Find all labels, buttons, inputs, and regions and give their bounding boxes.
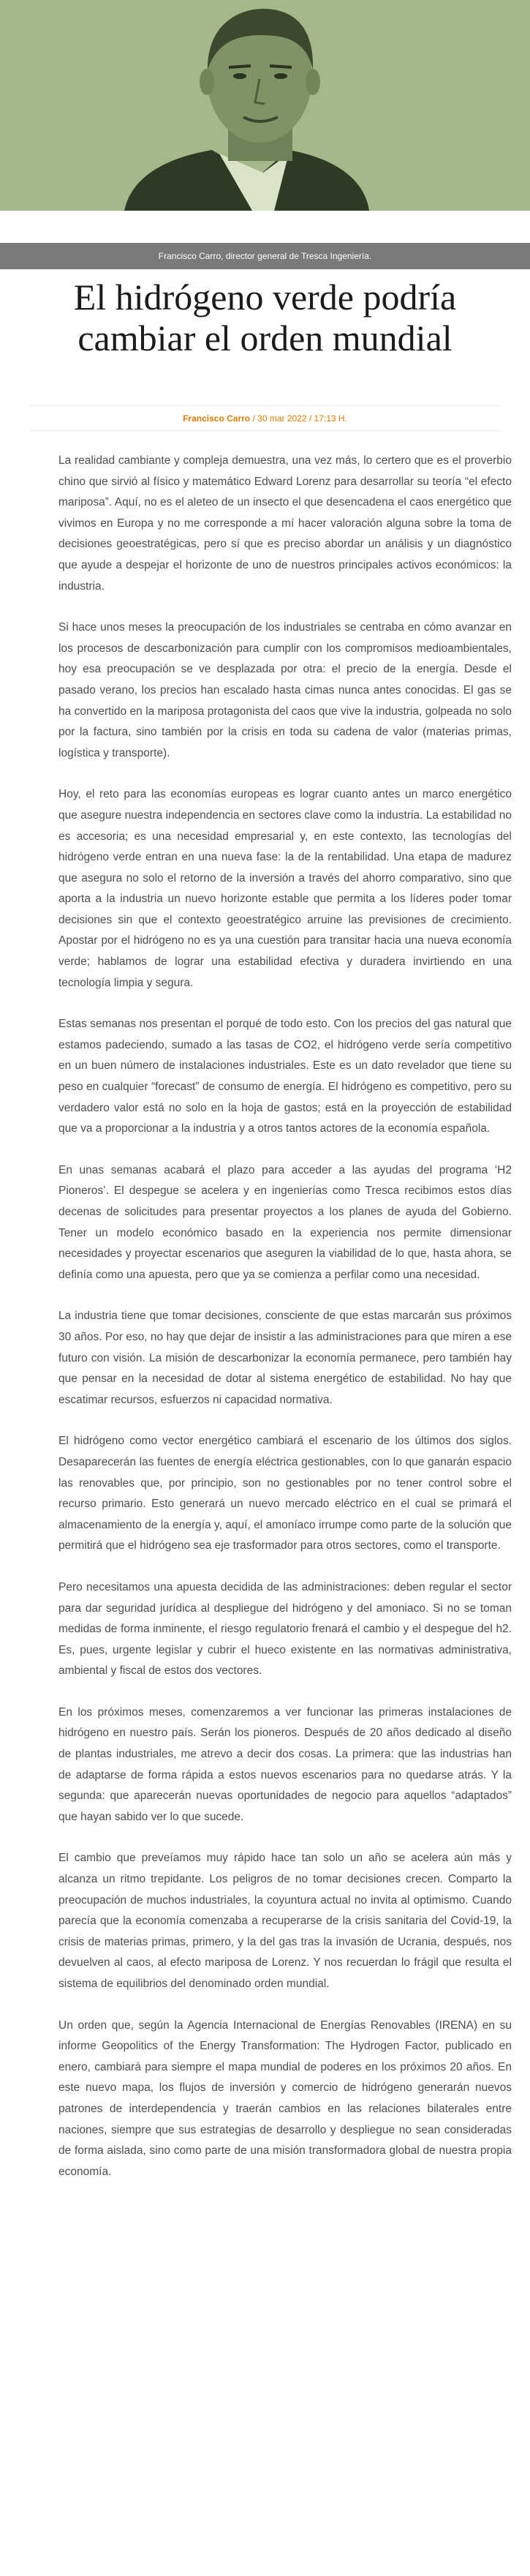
byline-divider-bottom	[29, 430, 501, 431]
publish-date: 30 mar 2022 / 17:13 H.	[257, 413, 347, 424]
paragraph: La industria tiene que tomar decisiones, consciente de que estas marcarán sus próximos 30 años. Por eso, no hay que dejar de insistir a las administraciones para que miren a ese futuro con visión. La misión de descarbonizar la economía permanece, pero también hay que pensar en la necesidad de dotar al sistema energético de estabilidad. No hay que escatimar recursos, esfuerzos ni capacidad normativa.	[58, 1310, 512, 1406]
paragraph: Un orden que, según la Agencia Internacional de Energías Renovables (IRENA) en su informe Geopolitics of the Energy Transformation: The Hydrogen Factor, publicado en enero, cambiará para siempre el mapa mundial de poderes en los próximos 20 años. En este nuevo mapa, los flujos de inversión y comercio de hidrógeno generarán nuevos patrones de interdependencia y traerán cambios en las relaciones bilaterales entre naciones, siempre que sus estrategias de desarrollo y despliegue no sean consideradas de forma aislada, sino como parte de una misión transformadora global de nuestra propia economía.	[58, 2019, 512, 2178]
portrait-illustration	[0, 0, 530, 211]
paragraph: El hidrógeno como vector energético cambiará el escenario de los últimos dos siglos. Desaparecerán las fuentes de energía eléctrica gestionables, con lo que ganarán espacio las renovables que, por principio, son no gestionables por no tener control sobre el recurso primario. Esto generará un nuevo mercado eléctrico en el cual se primará el almacenamiento de la energía y, aquí, el amoníaco irrumpe como parte de la solución que permitirá que el hidrógeno sea eje trasformador para otros sectores, como el transporte.	[58, 1435, 512, 1552]
photo-caption: Francisco Carro, director general de Tresca Ingeniería.	[0, 243, 530, 269]
paragraph: Hoy, el reto para las economías europeas es lograr cuanto antes un marco energético que asegure nuestra independencia en sectores clave como la industria. La estabilidad no es accesoria; es una necesidad empresarial y, en este contexto, las tecnologías del hidrógeno verde entran en una nueva fase: la de la rentabilidad. Una etapa de madurez que asegura no solo el retorno de la inversión a través del ahorro comparativo, sino que aporta a la industria un nuevo horizonte estable que permita a los líderes poder tomar decisiones sin que el contexto geoestratégico arruine las previsiones de crecimiento. Apostar por el hidrógeno no es ya una cuestión para transitar hacia una nueva economía verde; hablamos de lograr una estabilidad efectiva y duradera invirtiendo en una tecnología limpia y segura.	[58, 788, 512, 989]
paragraph: En unas semanas acabará el plazo para acceder a las ayudas del programa ‘H2 Pioneros’. El despegue se acelera y en ingenierías como Tresca recibimos estos días decenas de solicitudes para presentar proyectos a los planes de ayuda del Gobierno. Tener un modelo económico basado en la experiencia nos permite dimensionar necesidades y proyectar escenarios que aseguren la viabilidad de lo que, hasta ahora, se definía como una apuesta, pero que ya se comienza a perfilar como una necesidad.	[58, 1163, 512, 1281]
byline-divider-top	[29, 405, 501, 406]
paragraph: Estas semanas nos presentan el porqué de todo esto. Con los precios del gas natural que estamos padeciendo, sumado a las tasas de CO2, el hidrógeno verde sería competitivo en un buen número de instalaciones industriales. Este es un dato revelador que tiene su peso en cualquier “forecast” de consumo de energía. El hidrógeno es competitivo, pero su verdadero valor está no solo en la hoja de gastos; está en la proyección de estabilidad que va a proporcionar a la industria y a otros tantos actores de la economía española.	[58, 1018, 512, 1135]
article-body	[58, 451, 512, 2203]
hero-photo	[0, 0, 530, 211]
paragraph: En los próximos meses, comenzaremos a ver funcionar las primeras instalaciones de hidrógeno en nuestro país. Serán los pioneros. Después de 20 años dedicado al diseño de plantas industriales, me atrevo a decir dos cosas. La primera: que las industrias han de adaptarse de forma rápida a estos nuevos escenarios para no quedarse atrás. Y la segunda: que aparecerán nuevas oportunidades de negocio para aquellos “adaptados” que hayan sabido ver lo que sucede.	[58, 1705, 512, 1823]
paragraph: La realidad cambiante y compleja demuestra, una vez más, lo certero que es el proverbio chino que sirvió al físico y matemático Edward Lorenz para desarrollar su teoría “el efecto mariposa”. Aquí, no es el aleteo de un insecto el que desencadena el caos energético que vivimos en Europa y no me corresponde a mí hacer valoración alguna sobre la toma de decisiones geoestratégicas, pero sí que es preciso abordar un análisis y un diagnóstico que ayude a despejar el horizonte de uno de nuestros principales activos económicos: la industria.	[58, 454, 512, 593]
paragraph: El cambio que preveíamos muy rápido hace tan solo un año se acelera aún más y alcanza un ritmo trepidante. Los peligros de no tomar decisiones crecen. Comparto la preocupación de muchos industriales, la coyuntura actual no invita al optimismo. Cuando parecía que la economía comenzaba a recuperarse de la crisis sanitaria del Covid-19, la crisis de materias primas, primero, y la del gas tras la invasión de Ucrania, después, nos devuelven al caos, al efecto mariposa de Lorenz. Y nos recuerdan lo frágil que resulta el sistema de equilibrios del denominado orden mundial.	[58, 1852, 512, 1990]
byline	[0, 413, 530, 424]
byline-separator: /	[250, 413, 258, 424]
paragraph: Pero necesitamos una apuesta decidida de las administraciones: deben regular el sector para dar seguridad jurídica al despliegue del hidrógeno y del amoniaco. Si no se toman medidas de forma inminente, el riesgo regulatorio frenará el cambio y el despegue del h2. Es, pues, urgente legislar y cubrir el hueco existente en las normativas administrativa, ambiental y fiscal de estos dos vectores.	[58, 1580, 512, 1678]
paragraph: Si hace unos meses la preocupación de los industriales se centraba en cómo avanzar en los procesos de descarbonización para cumplir con los compromisos medioambientales, hoy esa preocupación se ve desplazada por otra: el precio de la energía. Desde el pasado verano, los precios han escalado hasta cimas nunca antes conocidas. El gas se ha convertido en la mariposa protagonista del caos que vive la industria, golpeada no solo por la factura, sino también por la crisis en toda su cadena de valor (materias primas, logística y transporte).	[58, 621, 512, 759]
article-title: El hidrógeno verde podría cambiar el orden mundial	[73, 277, 457, 358]
author-link[interactable]: Francisco Carro	[183, 413, 251, 424]
